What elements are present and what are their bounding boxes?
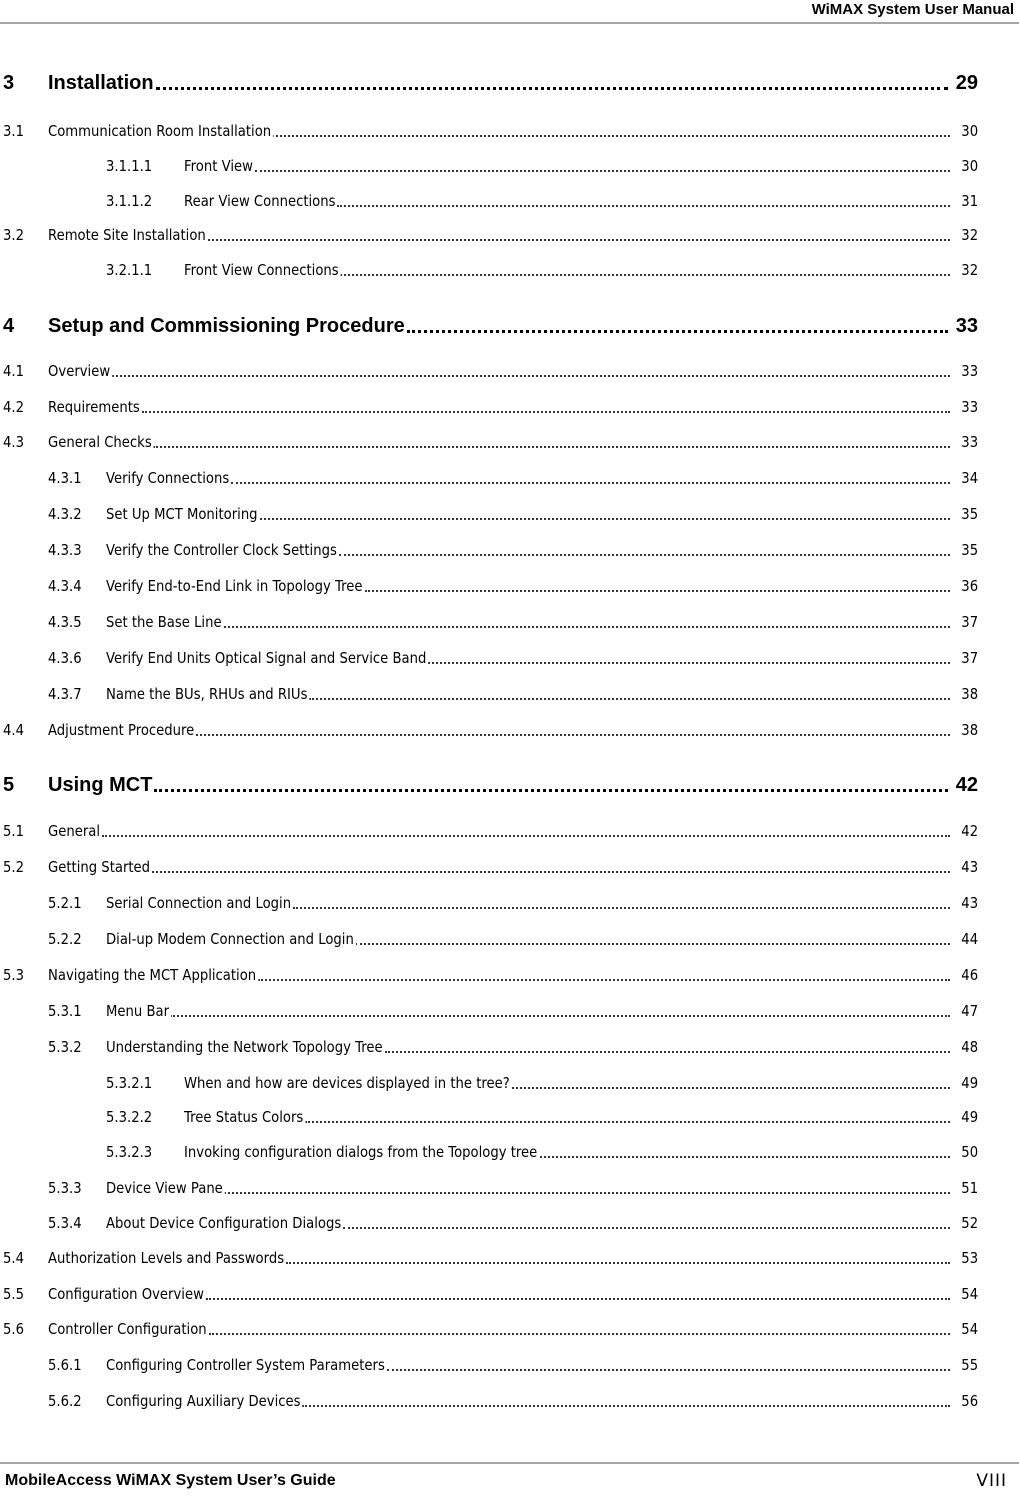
toc-entry-page: 42	[955, 774, 978, 796]
toc-entry-page: 42	[961, 822, 978, 840]
toc-entry-title: Setup and Commissioning Procedure	[48, 315, 405, 337]
toc-entry-page: 29	[955, 72, 978, 94]
toc-entry-title: Remote Site Installation	[48, 222, 208, 248]
toc-entry-title: Adjustment Procedure	[48, 717, 196, 743]
dot-leader	[293, 907, 950, 909]
toc-entry[interactable]	[0, 854, 978, 880]
toc-entry-title: Verify Connections	[106, 465, 231, 491]
toc-entry-number: 5.6.2	[48, 1392, 82, 1410]
dot-leader	[355, 943, 950, 945]
toc-entry-title: General	[48, 818, 102, 844]
toc-entry-title: Verify the Controller Clock Settings	[106, 537, 339, 563]
dot-leader	[152, 871, 950, 873]
toc-entry-number: 4.3.2	[48, 505, 82, 523]
toc-entry-page: 32	[961, 226, 978, 244]
toc-entry-title: Verify End-to-End Link in Topology Tree	[106, 573, 364, 599]
toc-entry-title: Configuring Auxiliary Devices	[106, 1388, 302, 1414]
toc-entry-title: Front View	[184, 153, 255, 179]
toc-entry-page: 56	[961, 1392, 978, 1410]
toc-entry-number: 5.2.1	[48, 894, 82, 912]
toc-entry[interactable]	[0, 645, 978, 671]
toc-entry[interactable]	[0, 358, 978, 384]
toc-entry[interactable]	[0, 890, 978, 916]
toc-entry-number: 5.6.1	[48, 1356, 82, 1374]
toc-entry-title: Dial-up Modem Connection and Login	[106, 926, 356, 952]
toc-entry-title: Set the Base Line	[106, 609, 223, 635]
toc-entry-page: 35	[961, 505, 978, 523]
toc-entry-page: 44	[961, 930, 978, 948]
toc-entry[interactable]	[0, 118, 978, 144]
toc-entry-number: 5.2.2	[48, 930, 82, 948]
toc-entry-page: 48	[961, 1038, 978, 1056]
dot-leader	[302, 1405, 950, 1407]
toc-entry[interactable]	[0, 465, 978, 491]
toc-entry-page: 35	[961, 541, 978, 559]
toc-entry[interactable]	[0, 1034, 978, 1060]
toc-entry[interactable]	[0, 1139, 978, 1165]
toc-entry-page: 43	[961, 858, 978, 876]
toc-entry[interactable]	[0, 609, 978, 635]
toc-entry-number: 5.3.1	[48, 1002, 82, 1020]
toc-entry[interactable]	[0, 1070, 978, 1096]
toc-entry[interactable]	[0, 1352, 978, 1378]
toc-entry-title: About Device Configuration Dialogs	[106, 1210, 343, 1236]
toc-entry-number: 4.1	[3, 362, 24, 380]
toc-entry-number: 5.5	[3, 1285, 24, 1303]
toc-entry-page: 55	[961, 1356, 978, 1374]
dot-leader	[112, 375, 950, 377]
toc-entry-number: 4.3.5	[48, 613, 82, 631]
toc-entry-number: 3.2.1.1	[106, 261, 153, 279]
toc-entry-page: 53	[961, 1249, 978, 1267]
toc-entry[interactable]	[0, 1388, 978, 1414]
dot-leader	[428, 662, 950, 664]
footer-page-number: VIII	[976, 1471, 1007, 1491]
toc-entry-number: 4.3	[3, 433, 24, 451]
toc-entry-page: 33	[955, 315, 978, 337]
toc-entry[interactable]	[0, 717, 978, 743]
toc-entry-number: 5.3.2.3	[106, 1143, 153, 1161]
dot-leader	[272, 135, 950, 137]
toc-entry-number: 5.3.2	[48, 1038, 82, 1056]
dot-leader	[196, 734, 950, 736]
toc-entry-title: Navigating the MCT Application	[48, 962, 258, 988]
toc-entry[interactable]	[0, 153, 978, 179]
toc-entry-page: 54	[961, 1285, 978, 1303]
toc-entry-page: 36	[961, 577, 978, 595]
dot-leader	[339, 554, 950, 556]
toc-entry-title: Overview	[48, 358, 112, 384]
toc-entry[interactable]	[0, 429, 978, 455]
toc-entry-number: 5.3.4	[48, 1214, 82, 1232]
toc-entry-number: 5.1	[3, 822, 24, 840]
toc-entry-page: 33	[961, 433, 978, 451]
toc-chapter-entry[interactable]	[0, 772, 978, 798]
toc-entry[interactable]	[0, 998, 978, 1024]
dot-leader	[387, 1369, 951, 1371]
header-title: WiMAX System User Manual	[811, 1, 1014, 18]
toc-entry[interactable]	[0, 1104, 978, 1130]
dot-leader	[258, 979, 951, 981]
toc-entry-title: Configuring Controller System Parameters	[106, 1352, 387, 1378]
toc-entry-page: 50	[961, 1143, 978, 1161]
dot-leader	[102, 835, 950, 837]
toc-entry[interactable]	[0, 1210, 978, 1236]
toc-entry-page: 47	[961, 1002, 978, 1020]
dot-leader	[156, 87, 948, 90]
toc-entry[interactable]	[0, 537, 978, 563]
toc-entry-title: Invoking configuration dialogs from the Topology tree	[184, 1139, 539, 1165]
toc-entry-page: 38	[961, 685, 978, 703]
dot-leader	[260, 518, 950, 520]
toc-entry[interactable]	[0, 962, 978, 988]
toc-entry-number: 5	[3, 774, 15, 796]
toc-entry-number: 4.4	[3, 721, 24, 739]
toc-entry-title: When and how are devices displayed in the tree?	[184, 1070, 512, 1096]
toc-entry-number: 5.3.3	[48, 1179, 82, 1197]
toc-entry-page: 46	[961, 966, 978, 984]
toc-entry[interactable]	[0, 257, 978, 283]
dot-leader	[154, 789, 948, 792]
toc-entry-page: 38	[961, 721, 978, 739]
dot-leader	[343, 1227, 950, 1229]
dot-leader	[540, 1156, 950, 1158]
toc-entry[interactable]	[0, 1316, 978, 1342]
toc-entry-title: Tree Status Colors	[184, 1104, 305, 1130]
toc-entry-number: 4.3.6	[48, 649, 82, 667]
dot-leader	[224, 626, 950, 628]
page-header	[0, 0, 1019, 24]
toc-entry[interactable]	[0, 681, 978, 707]
toc-entry[interactable]	[0, 573, 978, 599]
dot-leader	[512, 1087, 950, 1089]
toc-entry-page: 49	[961, 1074, 978, 1092]
toc-entry-number: 3.2	[3, 226, 24, 244]
toc-entry-number: 4.3.7	[48, 685, 82, 703]
toc-chapter-entry[interactable]	[0, 313, 978, 339]
toc-entry[interactable]	[0, 926, 978, 952]
toc-entry-title: Front View Connections	[184, 257, 340, 283]
toc-entry-title: Serial Connection and Login	[106, 890, 293, 916]
toc-entry-number: 3.1.1.2	[106, 192, 153, 210]
toc-entry-page: 37	[961, 613, 978, 631]
toc-entry-title: Requirements	[48, 394, 142, 420]
footer-guide-title: MobileAccess WiMAX System User’s Guide	[5, 1472, 336, 1489]
toc-entry-number: 5.3.2.2	[106, 1108, 153, 1126]
toc-entry-title: Rear View Connections	[184, 188, 337, 214]
dot-leader	[340, 274, 950, 276]
toc-entry-page: 30	[961, 157, 978, 175]
toc-entry-title: Communication Room Installation	[48, 118, 273, 144]
toc-entry-page: 31	[961, 192, 978, 210]
toc-entry-number: 5.3	[3, 966, 24, 984]
toc-entry-page: 43	[961, 894, 978, 912]
dot-leader	[224, 1192, 950, 1194]
toc-entry-page: 37	[961, 649, 978, 667]
toc-chapter-entry[interactable]	[0, 70, 978, 96]
toc-entry-page: 30	[961, 122, 978, 140]
dot-leader	[407, 330, 948, 333]
toc-entry-title: Menu Bar	[106, 998, 171, 1024]
dot-leader	[365, 590, 950, 592]
dot-leader	[209, 1333, 950, 1335]
toc-entry-page: 34	[961, 469, 978, 487]
toc-entry-page: 52	[961, 1214, 978, 1232]
toc-entry[interactable]	[0, 818, 978, 844]
toc-entry-number: 3.1.1.1	[106, 157, 153, 175]
toc-entry-number: 4	[3, 315, 15, 337]
dot-leader	[255, 170, 950, 172]
dot-leader	[309, 698, 950, 700]
toc-entry-number: 5.6	[3, 1320, 24, 1338]
dot-leader	[170, 1015, 950, 1017]
toc-entry-page: 32	[961, 261, 978, 279]
toc-entry-title: Name the BUs, RHUs and RIUs	[106, 681, 309, 707]
toc-entry-number: 5.2	[3, 858, 24, 876]
dot-leader	[231, 482, 950, 484]
toc-entry[interactable]	[0, 394, 978, 420]
toc-entry-page: 54	[961, 1320, 978, 1338]
dot-leader	[286, 1262, 950, 1264]
toc-entry[interactable]	[0, 188, 978, 214]
toc-entry-page: 33	[961, 362, 978, 380]
toc-entry-title: Getting Started	[48, 854, 152, 880]
toc-entry-number: 4.2	[3, 398, 24, 416]
toc-entry-page: 49	[961, 1108, 978, 1126]
toc-entry-page: 51	[961, 1179, 978, 1197]
dot-leader	[337, 205, 950, 207]
toc-entry-title: Set Up MCT Monitoring	[106, 501, 259, 527]
toc-entry-title: Installation	[48, 72, 154, 94]
toc-entry-title: Device View Pane	[106, 1175, 225, 1201]
toc-entry-title: General Checks	[48, 429, 153, 455]
toc-entry-number: 4.3.1	[48, 469, 82, 487]
dot-leader	[142, 411, 950, 413]
dot-leader	[206, 1298, 950, 1300]
toc-entry-title: Configuration Overview	[48, 1281, 206, 1307]
toc-entry-title: Understanding the Network Topology Tree	[106, 1034, 384, 1060]
toc-entry-number: 3	[3, 72, 15, 94]
toc-entry-title: Using MCT	[48, 774, 153, 796]
toc-entry[interactable]	[0, 1175, 978, 1201]
toc-entry-number: 4.3.3	[48, 541, 82, 559]
toc-entry[interactable]	[0, 1281, 978, 1307]
toc-entry[interactable]	[0, 222, 978, 248]
dot-leader	[208, 239, 950, 241]
page-footer	[0, 1462, 1019, 1498]
toc-entry-title: Verify End Units Optical Signal and Service Band	[106, 645, 428, 671]
dot-leader	[305, 1121, 950, 1123]
toc-entry[interactable]	[0, 501, 978, 527]
toc-entry-number: 3.1	[3, 122, 24, 140]
toc-entry-number: 4.3.4	[48, 577, 82, 595]
toc-entry[interactable]	[0, 1245, 978, 1271]
toc-entry-number: 5.3.2.1	[106, 1074, 153, 1092]
toc-entry-number: 5.4	[3, 1249, 24, 1267]
dot-leader	[385, 1051, 950, 1053]
toc-entry-page: 33	[961, 398, 978, 416]
toc-entry-title: Controller Configuration	[48, 1316, 208, 1342]
toc-entry-title: Authorization Levels and Passwords	[48, 1245, 286, 1271]
dot-leader	[153, 446, 950, 448]
